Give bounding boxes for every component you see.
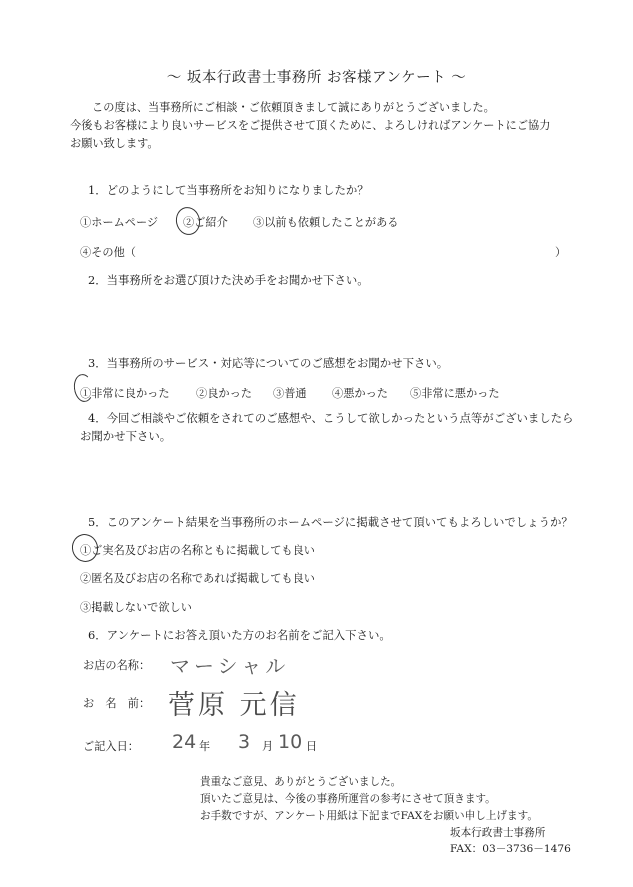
date-day-unit: 日 bbox=[306, 740, 318, 753]
q1-option-homepage[interactable]: ①ホームページ bbox=[80, 216, 159, 229]
question-3: 3．当事務所のサービス・対応等についてのご感想をお聞かせ下さい。 bbox=[88, 356, 449, 370]
q3-option-normal[interactable]: ③普通 bbox=[273, 387, 307, 400]
q3-option-very-bad[interactable]: ⑤非常に悪かった bbox=[410, 387, 500, 400]
shop-name-label: お店の名称： bbox=[83, 659, 151, 672]
q5-option-real-name[interactable]: ①ご実名及びお店の名称ともに掲載しても良い bbox=[80, 544, 315, 557]
q1-option-other[interactable]: ④その他（ bbox=[80, 246, 136, 259]
q5-option-anonymous[interactable]: ②匿名及びお店の名称であれば掲載しても良い bbox=[80, 572, 315, 585]
q3-option-very-good[interactable]: ①非常に良かった bbox=[80, 387, 170, 400]
question-5: 5．このアンケート結果を当事務所のホームページに掲載させて頂いてもよろしいでしょうか？ bbox=[88, 515, 573, 529]
shop-name-value[interactable]: マーシャル bbox=[170, 654, 290, 678]
intro-line-3: お願い致します。 bbox=[70, 137, 159, 150]
question-1: 1．どのようにして当事務所をお知りになりましたか？ bbox=[88, 183, 369, 197]
footer-office-name: 坂本行政書士事務所 bbox=[450, 827, 546, 839]
intro-line-2: 今後もお客様により良いサービスをご提供させて頂くために、よろしければアンケートにご協力 bbox=[70, 119, 551, 132]
footer-fax: FAX：03－3736－1476 bbox=[450, 843, 571, 855]
q1-option-referral[interactable]: ②ご紹介 bbox=[183, 216, 228, 229]
date-day-value[interactable]: 10 bbox=[278, 731, 303, 753]
survey-title: ～ 坂本行政書士事務所 お客様アンケート ～ bbox=[166, 70, 467, 86]
date-month-unit: 月 bbox=[262, 740, 274, 753]
q3-option-good[interactable]: ②良かった bbox=[196, 387, 252, 400]
date-month-value[interactable]: 3 bbox=[238, 731, 251, 753]
date-year-unit: 年 bbox=[199, 740, 211, 753]
name-value[interactable]: 菅原 元信 bbox=[168, 690, 300, 721]
intro-line-1: この度は、当事務所にご相談・ご依頼頂きまして誠にありがとうございました。 bbox=[92, 101, 495, 114]
q1-option-previous[interactable]: ③以前も依頼したことがある bbox=[253, 216, 399, 229]
footer-line-2: 頂いたご意見は、今後の事務所運営の参考にさせて頂きます。 bbox=[200, 793, 496, 805]
question-4-line-2: お聞かせ下さい。 bbox=[80, 429, 172, 443]
date-label: ご記入日： bbox=[83, 740, 139, 753]
question-2: 2．当事務所をお選び頂けた決め手をお聞かせ下さい。 bbox=[88, 273, 369, 287]
q5-option-no-publish[interactable]: ③掲載しないで欲しい bbox=[80, 601, 192, 614]
name-label: お 名 前： bbox=[83, 697, 151, 710]
q1-other-close: ） bbox=[555, 246, 567, 259]
question-6: 6．アンケートにお答え頂いた方のお名前をご記入下さい。 bbox=[88, 628, 391, 642]
footer-line-1: 貴重なご意見、ありがとうございました。 bbox=[200, 776, 402, 788]
date-year-value[interactable]: 24 bbox=[172, 731, 197, 753]
q5-selection-circle bbox=[69, 531, 101, 565]
q1-selection-circle bbox=[173, 205, 202, 237]
footer-line-3: お手数ですが、アンケート用紙は下記までFAXをお願い申し上げます。 bbox=[200, 810, 538, 822]
q3-option-bad[interactable]: ④悪かった bbox=[332, 387, 388, 400]
question-4-line-1: 4．今回ご相談やご依頼をされてのご感想や、こうして欲しかったという点等がございましたら bbox=[88, 411, 574, 425]
